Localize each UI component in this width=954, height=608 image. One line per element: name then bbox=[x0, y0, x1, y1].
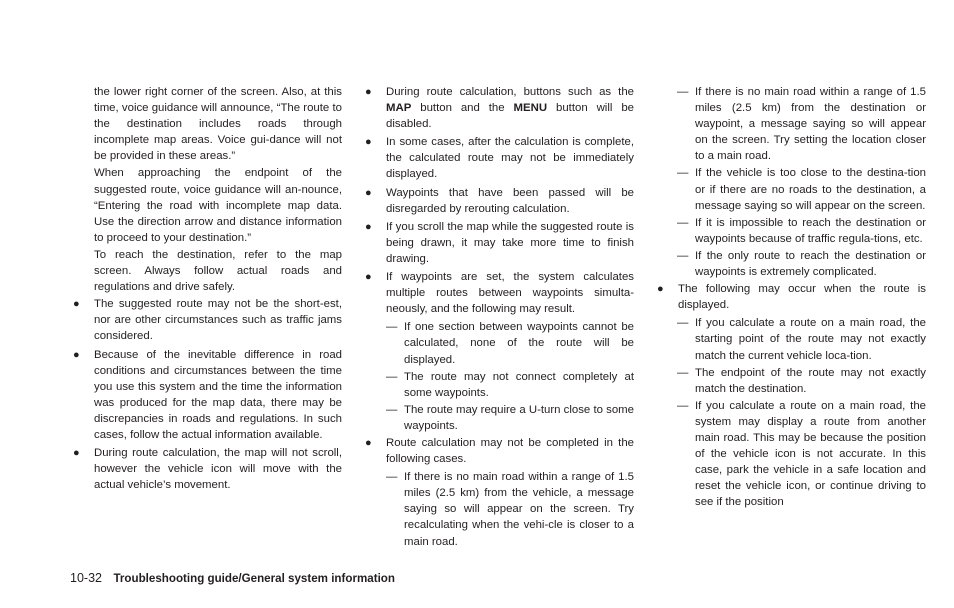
menu-button-label: MENU bbox=[513, 102, 548, 115]
dash-text: If the vehicle is too close to the destina-tion or if there are no roads to the destination, a message saying so will appear on the screen. bbox=[695, 167, 926, 212]
dash-text: If the only route to reach the destination or waypoints is extremely complicated. bbox=[695, 249, 926, 279]
bullet-text-part: During route calculation, buttons such as the bbox=[386, 86, 634, 98]
bullet-item bbox=[70, 347, 342, 444]
bullet-item bbox=[70, 296, 342, 344]
dash-text: The endpoint of the route may not exactly match the destination. bbox=[695, 366, 926, 395]
page-number: 10-32 bbox=[70, 571, 102, 585]
map-button-label: MAP bbox=[386, 102, 412, 115]
bullet-dot-icon: ● bbox=[365, 136, 372, 149]
bullet-text: Because of the inevitable difference in road conditions and circumstances between the time you use this system and the time the information was produced for the map data, there may be discrepancies in roads and regulations. In such cases, follow the actual information available. bbox=[94, 348, 342, 441]
bullet-item bbox=[362, 219, 634, 267]
dash-item bbox=[654, 215, 926, 247]
column-2 bbox=[362, 84, 634, 551]
dash-text: The route may not connect completely at some waypoints. bbox=[404, 370, 634, 399]
bullet-dot-icon: ● bbox=[657, 283, 664, 296]
bullet-text: The suggested route may not be the short-est, nor are other circumstances such as traffic jams considered. bbox=[94, 298, 342, 343]
bullet-item bbox=[362, 185, 634, 217]
bullet-dot-icon: ● bbox=[365, 436, 372, 449]
bullet-item bbox=[654, 281, 926, 313]
bullet-item bbox=[362, 435, 634, 467]
dash-text: If one section between waypoints cannot be calculated, none of the route will be displayed. bbox=[404, 321, 634, 366]
dash-icon: — bbox=[677, 317, 689, 330]
bullet-dot-icon: ● bbox=[365, 220, 372, 233]
dash-item bbox=[654, 365, 926, 397]
dash-text: If there is no main road within a range of 1.5 miles (2.5 km) from the destination or waypoint, a message saying so will appear on the screen. Try setting the location closer to a main road. bbox=[695, 86, 926, 163]
dash-item bbox=[362, 402, 634, 434]
dash-icon: — bbox=[386, 403, 398, 416]
dash-icon: — bbox=[386, 471, 398, 484]
bullet-text: If you scroll the map while the suggested route is being drawn, it may take more time to finish drawing. bbox=[386, 220, 634, 265]
dash-icon: — bbox=[677, 399, 689, 412]
dash-item bbox=[654, 398, 926, 511]
dash-icon: — bbox=[386, 321, 398, 334]
bullet-item bbox=[362, 269, 634, 317]
bullet-text-part: button and the bbox=[411, 102, 514, 115]
bullet-dot-icon: ● bbox=[73, 348, 80, 361]
bullet-text: If waypoints are set, the system calculates multiple routes between waypoints simulta-neously, and the following may result. bbox=[386, 271, 634, 316]
dash-icon: — bbox=[677, 249, 689, 262]
dash-text: If it is impossible to reach the destination or waypoints because of traffic regula-tions, etc. bbox=[695, 216, 926, 245]
bullet-dot-icon: ● bbox=[365, 271, 372, 284]
dash-item bbox=[654, 315, 926, 363]
bullet-dot-icon: ● bbox=[73, 447, 80, 460]
dash-item bbox=[362, 319, 634, 367]
bullet-text: In some cases, after the calculation is complete, the calculated route may not be immediately displayed. bbox=[386, 136, 634, 181]
paragraph: the lower right corner of the screen. Also, at this time, voice guidance will announce, “The route to the destination includes roads through incomplete map areas. Voice gui-dance will not be provided in these areas.” bbox=[94, 86, 342, 163]
dash-text: If there is no main road within a range of 1.5 miles (2.5 km) from the vehicle, a message saying so will appear on the screen. Try recalculating when the vehi-cle is closer to a main road. bbox=[404, 471, 634, 548]
bullet-text-part: button will be disabled. bbox=[386, 102, 634, 131]
bullet-item bbox=[70, 445, 342, 493]
page-footer bbox=[70, 570, 395, 587]
bullet-text: The following may occur when the route is displayed. bbox=[678, 283, 926, 312]
bullet-dot-icon: ● bbox=[365, 186, 372, 199]
bullet-dot-icon: ● bbox=[365, 86, 372, 98]
dash-item bbox=[654, 84, 926, 164]
dash-icon: — bbox=[677, 86, 689, 98]
dash-text: The route may require a U-turn close to some waypoints. bbox=[404, 403, 634, 432]
dash-icon: — bbox=[677, 167, 689, 180]
dash-icon: — bbox=[386, 370, 398, 383]
bullet-dot-icon: ● bbox=[73, 298, 80, 311]
dash-icon: — bbox=[677, 216, 689, 229]
paragraph: To reach the destination, refer to the map screen. Always follow actual roads and regulations and drive safely. bbox=[94, 248, 342, 294]
bullet-item bbox=[362, 84, 634, 132]
bullet-text: Waypoints that have been passed will be disregarded by rerouting calculation. bbox=[386, 186, 634, 215]
dash-item bbox=[654, 165, 926, 213]
bullet-text: Route calculation may not be completed in the following cases. bbox=[386, 436, 634, 466]
dash-text: If you calculate a route on a main road, the system may display a route from another main road. This may be because the position of the vehicle icon is not accurate. In this case, park the vehicle in a safe location and reset the vehicle icon, or continue driving to see if the position bbox=[695, 399, 926, 509]
dash-text: If you calculate a route on a main road, the starting point of the route may not exactly match the current vehicle loca-tion. bbox=[695, 317, 926, 362]
dash-item bbox=[362, 369, 634, 401]
column-1 bbox=[70, 84, 342, 495]
bullet-item bbox=[362, 134, 634, 182]
column-3 bbox=[654, 84, 926, 511]
dash-item bbox=[362, 469, 634, 549]
section-title: Troubleshooting guide/General system information bbox=[113, 572, 395, 585]
dash-icon: — bbox=[677, 366, 689, 379]
dash-item bbox=[654, 248, 926, 280]
paragraph: When approaching the endpoint of the suggested route, voice guidance will an-nounce, “Entering the road with incomplete map data. Use the direction arrow and distance information to proceed to your destination.” bbox=[94, 167, 342, 244]
bullet-text: During route calculation, the map will not scroll, however the vehicle icon will move with the actual vehicle’s movement. bbox=[94, 447, 342, 492]
